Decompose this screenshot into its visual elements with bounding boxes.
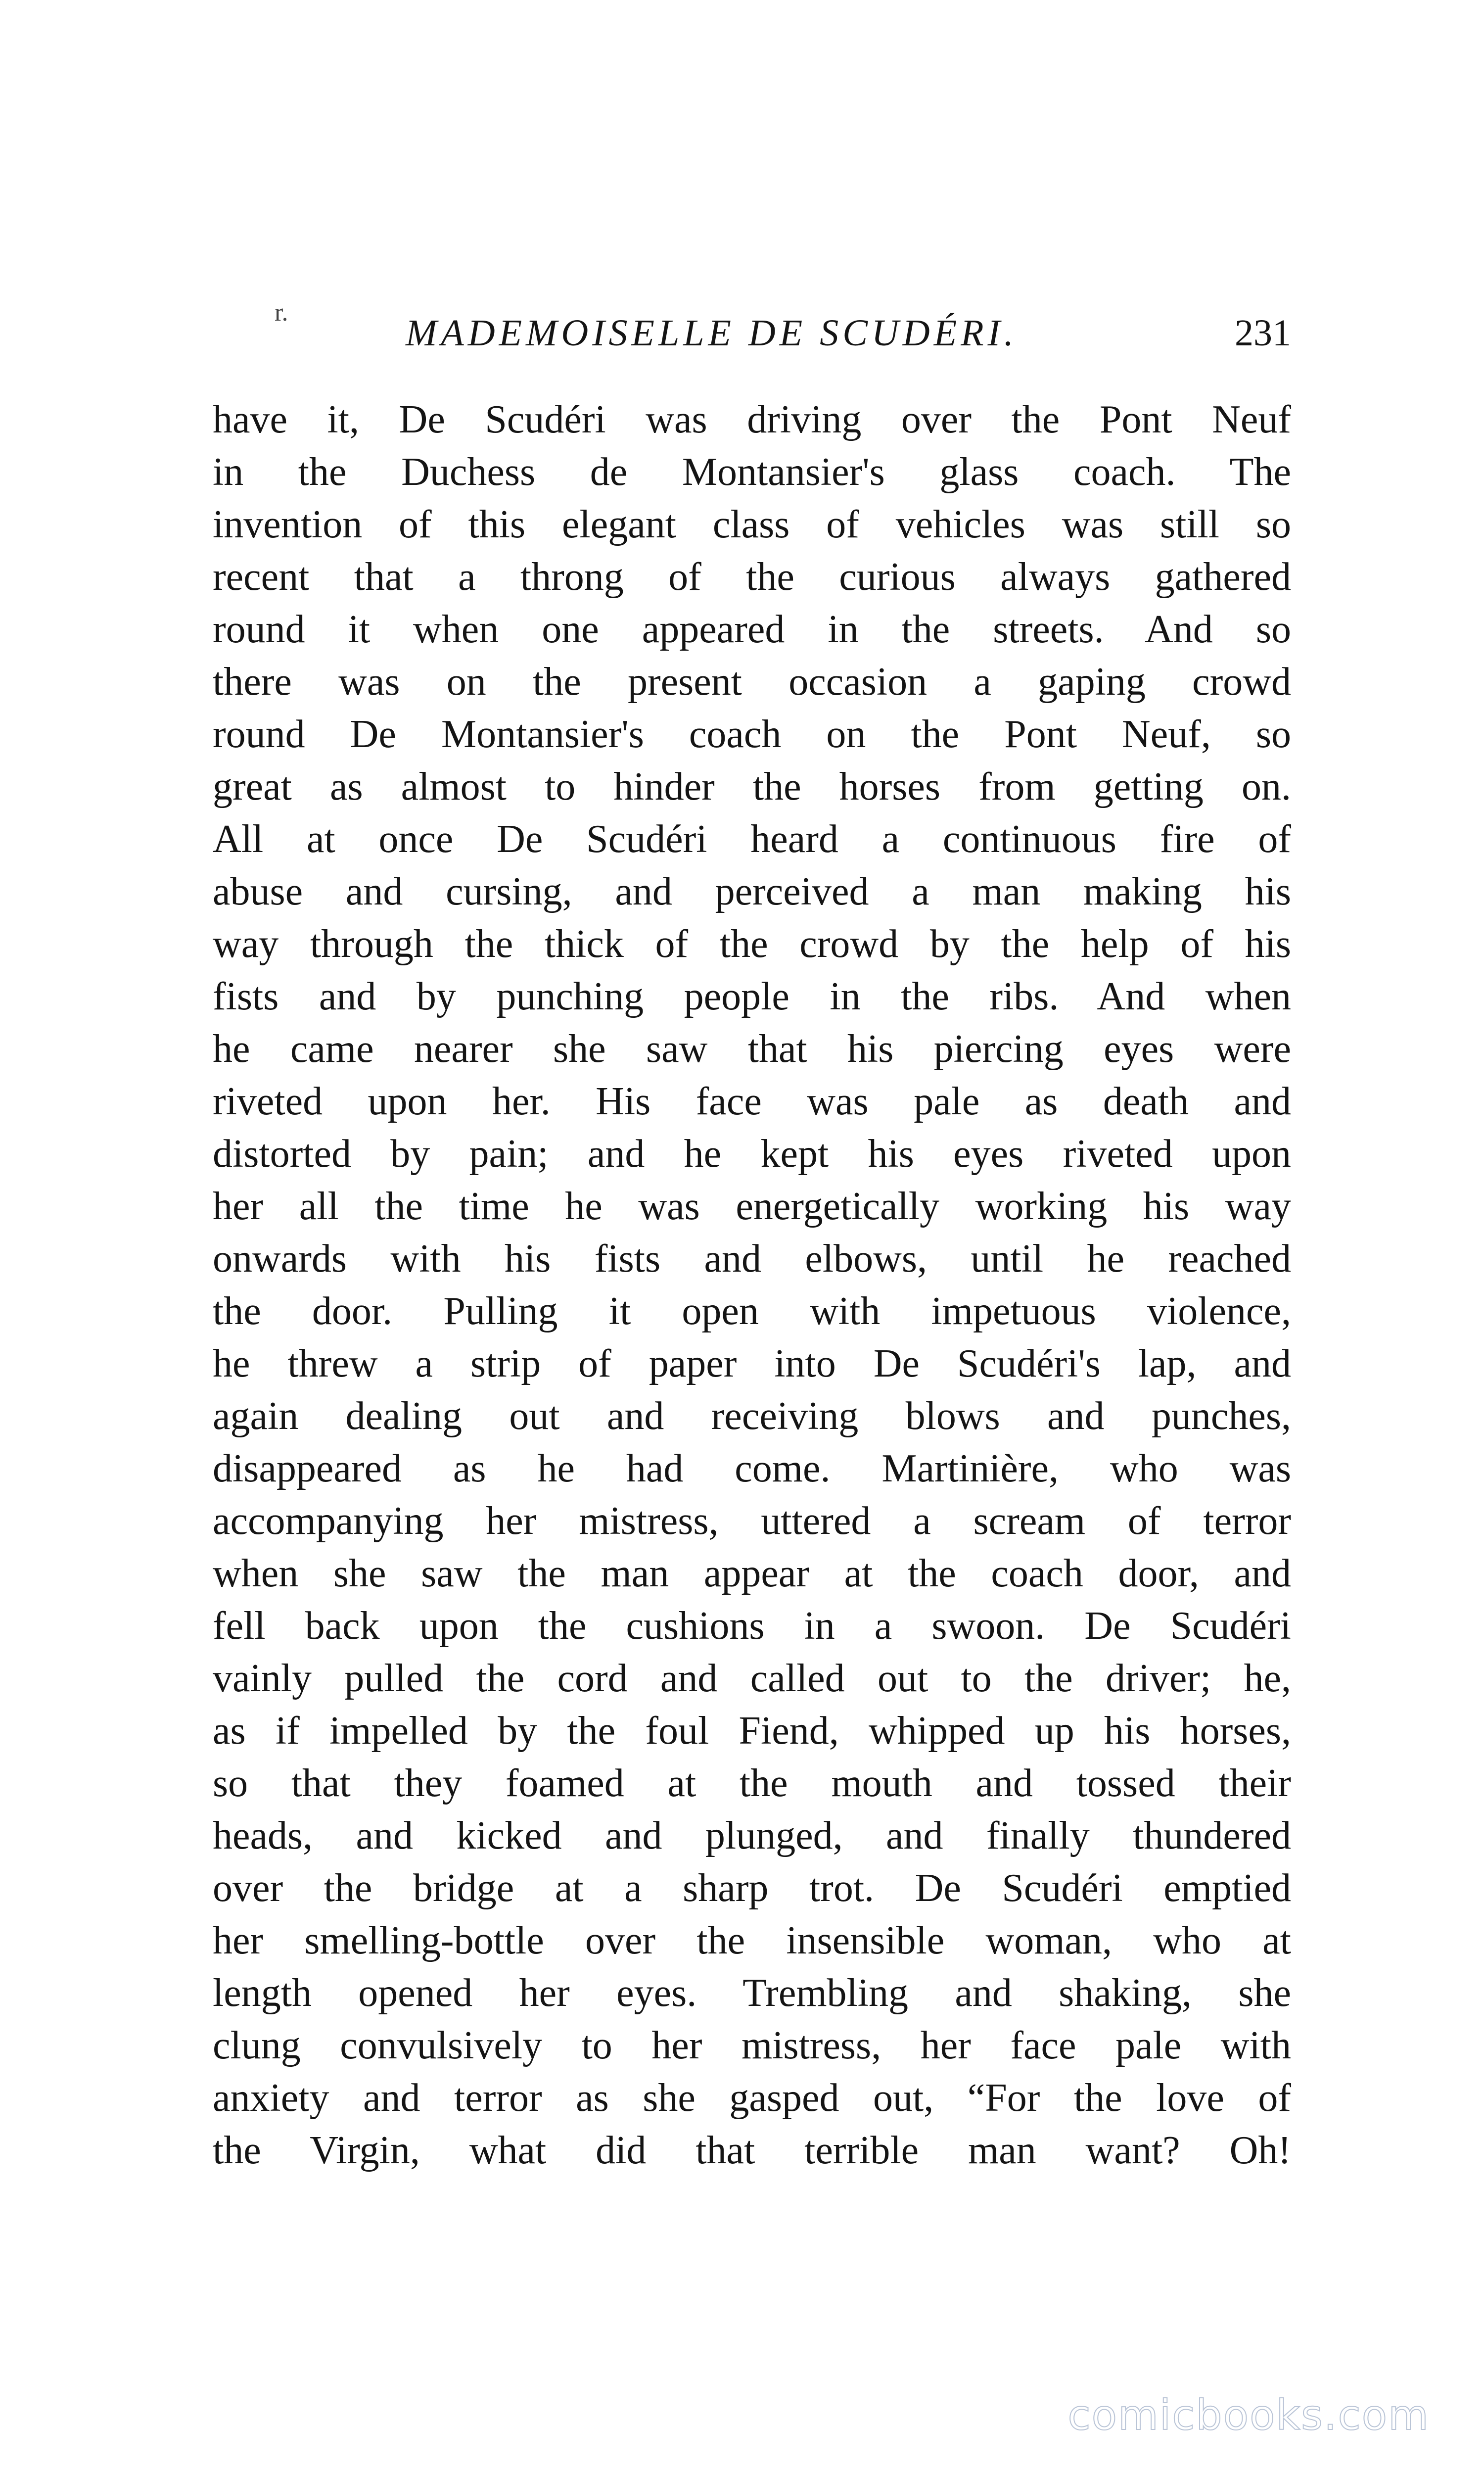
text-line: round De Montansier's coach on the Pont Neuf, so xyxy=(213,713,1291,756)
watermark-logo: comicbooks.com xyxy=(1067,2391,1430,2439)
text-line: round it when one appeared in the streets. And so xyxy=(213,608,1291,651)
text-line: invention of this elegant class of vehicles was still so xyxy=(213,503,1291,546)
stray-print-mark: r. xyxy=(275,298,288,327)
text-line: he came nearer she saw that his piercing eyes were xyxy=(213,1027,1291,1071)
text-line: recent that a throng of the curious always gathered xyxy=(213,555,1291,599)
text-line: the door. Pulling it open with impetuous violence, xyxy=(213,1289,1291,1333)
text-line: there was on the present occasion a gaping crowd xyxy=(213,660,1291,704)
text-line: vainly pulled the cord and called out to the driver; he, xyxy=(213,1657,1291,1700)
text-line: clung convulsively to her mistress, her face pale with xyxy=(213,2024,1291,2067)
text-line: way through the thick of the crowd by the help of his xyxy=(213,922,1291,966)
text-line: abuse and cursing, and perceived a man making his xyxy=(213,870,1291,913)
text-line: great as almost to hinder the horses from getting on. xyxy=(213,765,1291,809)
text-line: he threw a strip of paper into De Scudéri's lap, and xyxy=(213,1342,1291,1385)
running-head xyxy=(213,298,1291,366)
text-line: riveted upon her. His face was pale as death and xyxy=(213,1080,1291,1123)
text-line: heads, and kicked and plunged, and finally thundered xyxy=(213,1814,1291,1857)
body-text xyxy=(213,393,1291,2177)
text-line: disappeared as he had come. Martinière, who was xyxy=(213,1447,1291,1490)
page-number: 231 xyxy=(1235,312,1291,354)
text-line: her all the time he was energetically working his way xyxy=(213,1185,1291,1228)
text-line: in the Duchess de Montansier's glass coach. The xyxy=(213,450,1291,494)
text-line: fists and by punching people in the ribs. And when xyxy=(213,975,1291,1018)
text-line: distorted by pain; and he kept his eyes riveted upon xyxy=(213,1132,1291,1176)
text-line: when she saw the man appear at the coach door, and xyxy=(213,1552,1291,1595)
running-title: MADEMOISELLE DE SCUDÉRI. xyxy=(406,312,1018,354)
text-line: as if impelled by the foul Fiend, whipped up his horses, xyxy=(213,1709,1291,1753)
text-line: again dealing out and receiving blows and punches, xyxy=(213,1394,1291,1438)
text-line: so that they foamed at the mouth and tossed their xyxy=(213,1761,1291,1805)
text-line: onwards with his fists and elbows, until he reached xyxy=(213,1237,1291,1281)
text-line: length opened her eyes. Trembling and shaking, she xyxy=(213,1971,1291,2015)
text-line: accompanying her mistress, uttered a scream of terror xyxy=(213,1499,1291,1543)
text-line: All at once De Scudéri heard a continuous fire of xyxy=(213,817,1291,861)
text-line: have it, De Scudéri was driving over the Pont Neuf xyxy=(213,398,1291,441)
text-line: her smelling-bottle over the insensible woman, who at xyxy=(213,1919,1291,1962)
text-line: over the bridge at a sharp trot. De Scudéri emptied xyxy=(213,1866,1291,1910)
text-line: anxiety and terror as she gasped out, “For the love of xyxy=(213,2076,1291,2120)
text-line: fell back upon the cushions in a swoon. De Scudéri xyxy=(213,1604,1291,1648)
text-line: the Virgin, what did that terrible man want? Oh! xyxy=(213,2129,1291,2172)
